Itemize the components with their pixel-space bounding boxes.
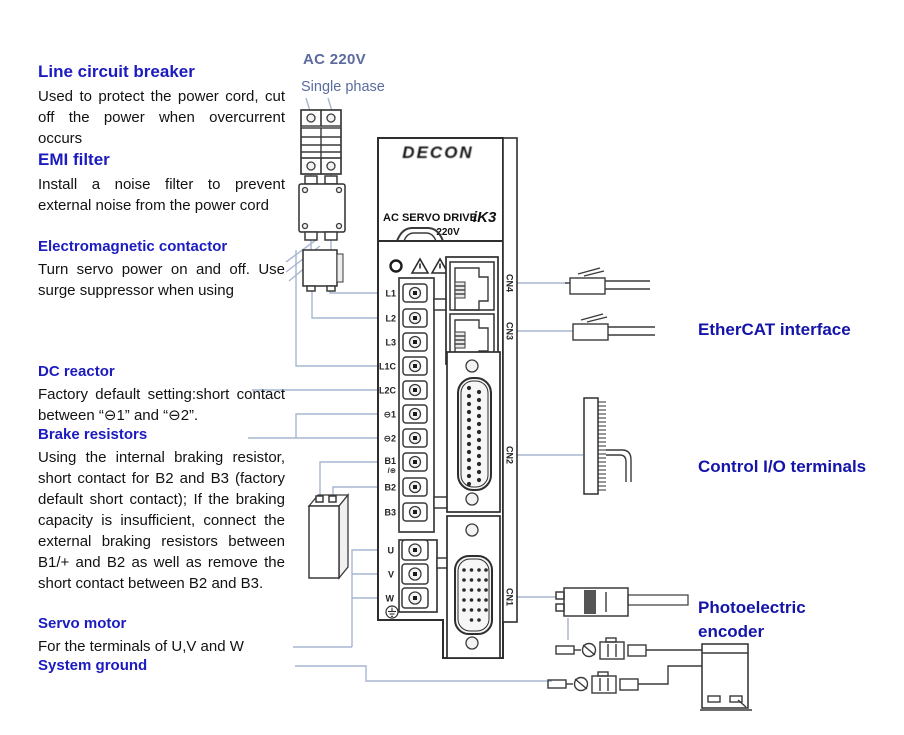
cn1-connector xyxy=(447,516,500,658)
drive-product-label: AC SERVO DRIVE xyxy=(383,212,477,224)
terminal-label-dc1: ⊖1 xyxy=(383,409,396,420)
drive-voltage-label: 220V xyxy=(436,227,460,238)
terminal-l2 xyxy=(403,309,427,327)
section-heading-servo-motor: Servo motor xyxy=(38,615,127,632)
ethercat-plug-1 xyxy=(565,268,650,294)
terminal-label-b1: B1 xyxy=(384,456,396,466)
terminal-b1 xyxy=(403,453,427,471)
cn4-label: CN4 xyxy=(504,273,515,293)
cn3-label: CN3 xyxy=(504,321,515,341)
section-body-dc-reactor: Factory default setting:short contact between “⊖1” and “⊖2”. xyxy=(38,386,285,424)
terminal-l3 xyxy=(403,333,427,351)
terminal-dc2 xyxy=(403,429,427,447)
terminal-label-dc2: ⊖2 xyxy=(383,433,396,444)
terminal-label-b1-suffix: /⊕ xyxy=(387,466,396,475)
contactor-drawing xyxy=(303,250,343,291)
drive-logo: DECON xyxy=(402,143,474,162)
motor-cable-2 xyxy=(548,666,702,693)
terminal-l1 xyxy=(403,284,427,302)
cn1-label: CN1 xyxy=(504,587,515,607)
section-body-emi-filter: Install a noise filter to prevent external noise from the power cord xyxy=(38,176,285,214)
terminal-label-l2: L2 xyxy=(385,313,396,324)
section-heading-line-circuit-breaker: Line circuit breaker xyxy=(38,62,195,81)
ground-symbol-icon xyxy=(386,606,398,618)
section-heading-brake-resistors: Brake resistors xyxy=(38,426,148,443)
section-body-brake-resistors: Using the internal braking resistor, short contact for B2 and B3 (factory default short contact); If the braking capacity is insufficient, connect the external braking resistors between B1/+ and B2 as well as remove the short contact between B2 and B3. xyxy=(38,449,285,592)
circuit-breaker-drawing xyxy=(301,110,341,174)
brake-resistor-drawing xyxy=(309,495,348,578)
ethercat-plug-2 xyxy=(573,314,655,340)
terminal-label-w: W xyxy=(385,593,394,604)
section-heading-contactor: Electromagnetic contactor xyxy=(38,238,228,255)
section-body-contactor: Turn servo power on and off. Use surge suppressor when using xyxy=(38,261,285,299)
photoelectric-encoder-label: Photoelectric encoder xyxy=(698,598,806,641)
section-body-line-circuit-breaker: Used to protect the power cord, cut off the power when overcurrent occurs xyxy=(38,88,285,147)
ethercat-interface-label: EtherCAT interface xyxy=(698,320,851,339)
single-phase-label: Single phase xyxy=(301,79,385,95)
section-heading-dc-reactor: DC reactor xyxy=(38,363,115,380)
emi-filter-drawing xyxy=(299,176,345,240)
terminal-l2c xyxy=(403,381,427,399)
terminal-label-b2: B2 xyxy=(384,482,396,493)
terminal-u xyxy=(402,540,428,560)
drive-model-label: iK3 xyxy=(473,209,497,226)
terminal-label-v: V xyxy=(387,569,394,580)
servo-motor-drawing xyxy=(700,644,752,710)
control-io-connector xyxy=(584,398,631,494)
ac-voltage-label: AC 220V xyxy=(303,51,366,68)
terminal-dc1 xyxy=(403,405,427,423)
encoder-plug xyxy=(556,588,688,640)
terminal-b3 xyxy=(403,503,427,521)
terminal-label-l1c: L1C xyxy=(378,361,396,372)
terminal-l1c xyxy=(403,357,427,375)
section-heading-system-ground: System ground xyxy=(38,657,148,674)
terminal-label-l2c: L2C xyxy=(378,385,396,396)
terminal-w xyxy=(402,588,428,608)
motor-cable-1 xyxy=(556,638,702,659)
cn2-label: CN2 xyxy=(504,445,515,465)
terminal-label-b3: B3 xyxy=(384,507,396,518)
section-body-servo-motor: For the terminals of U,V and W xyxy=(38,638,244,655)
terminal-b2 xyxy=(403,478,427,496)
cn2-connector xyxy=(447,352,500,512)
ethercat-jacks xyxy=(446,257,498,364)
section-heading-emi-filter: EMI filter xyxy=(38,150,110,169)
terminal-label-l1: L1 xyxy=(385,288,396,299)
terminal-label-u: U xyxy=(387,545,394,556)
terminal-label-l3: L3 xyxy=(385,337,396,348)
terminal-v xyxy=(402,564,428,584)
control-io-terminals-label: Control I/O terminals xyxy=(698,457,867,476)
led-indicator xyxy=(391,261,402,272)
